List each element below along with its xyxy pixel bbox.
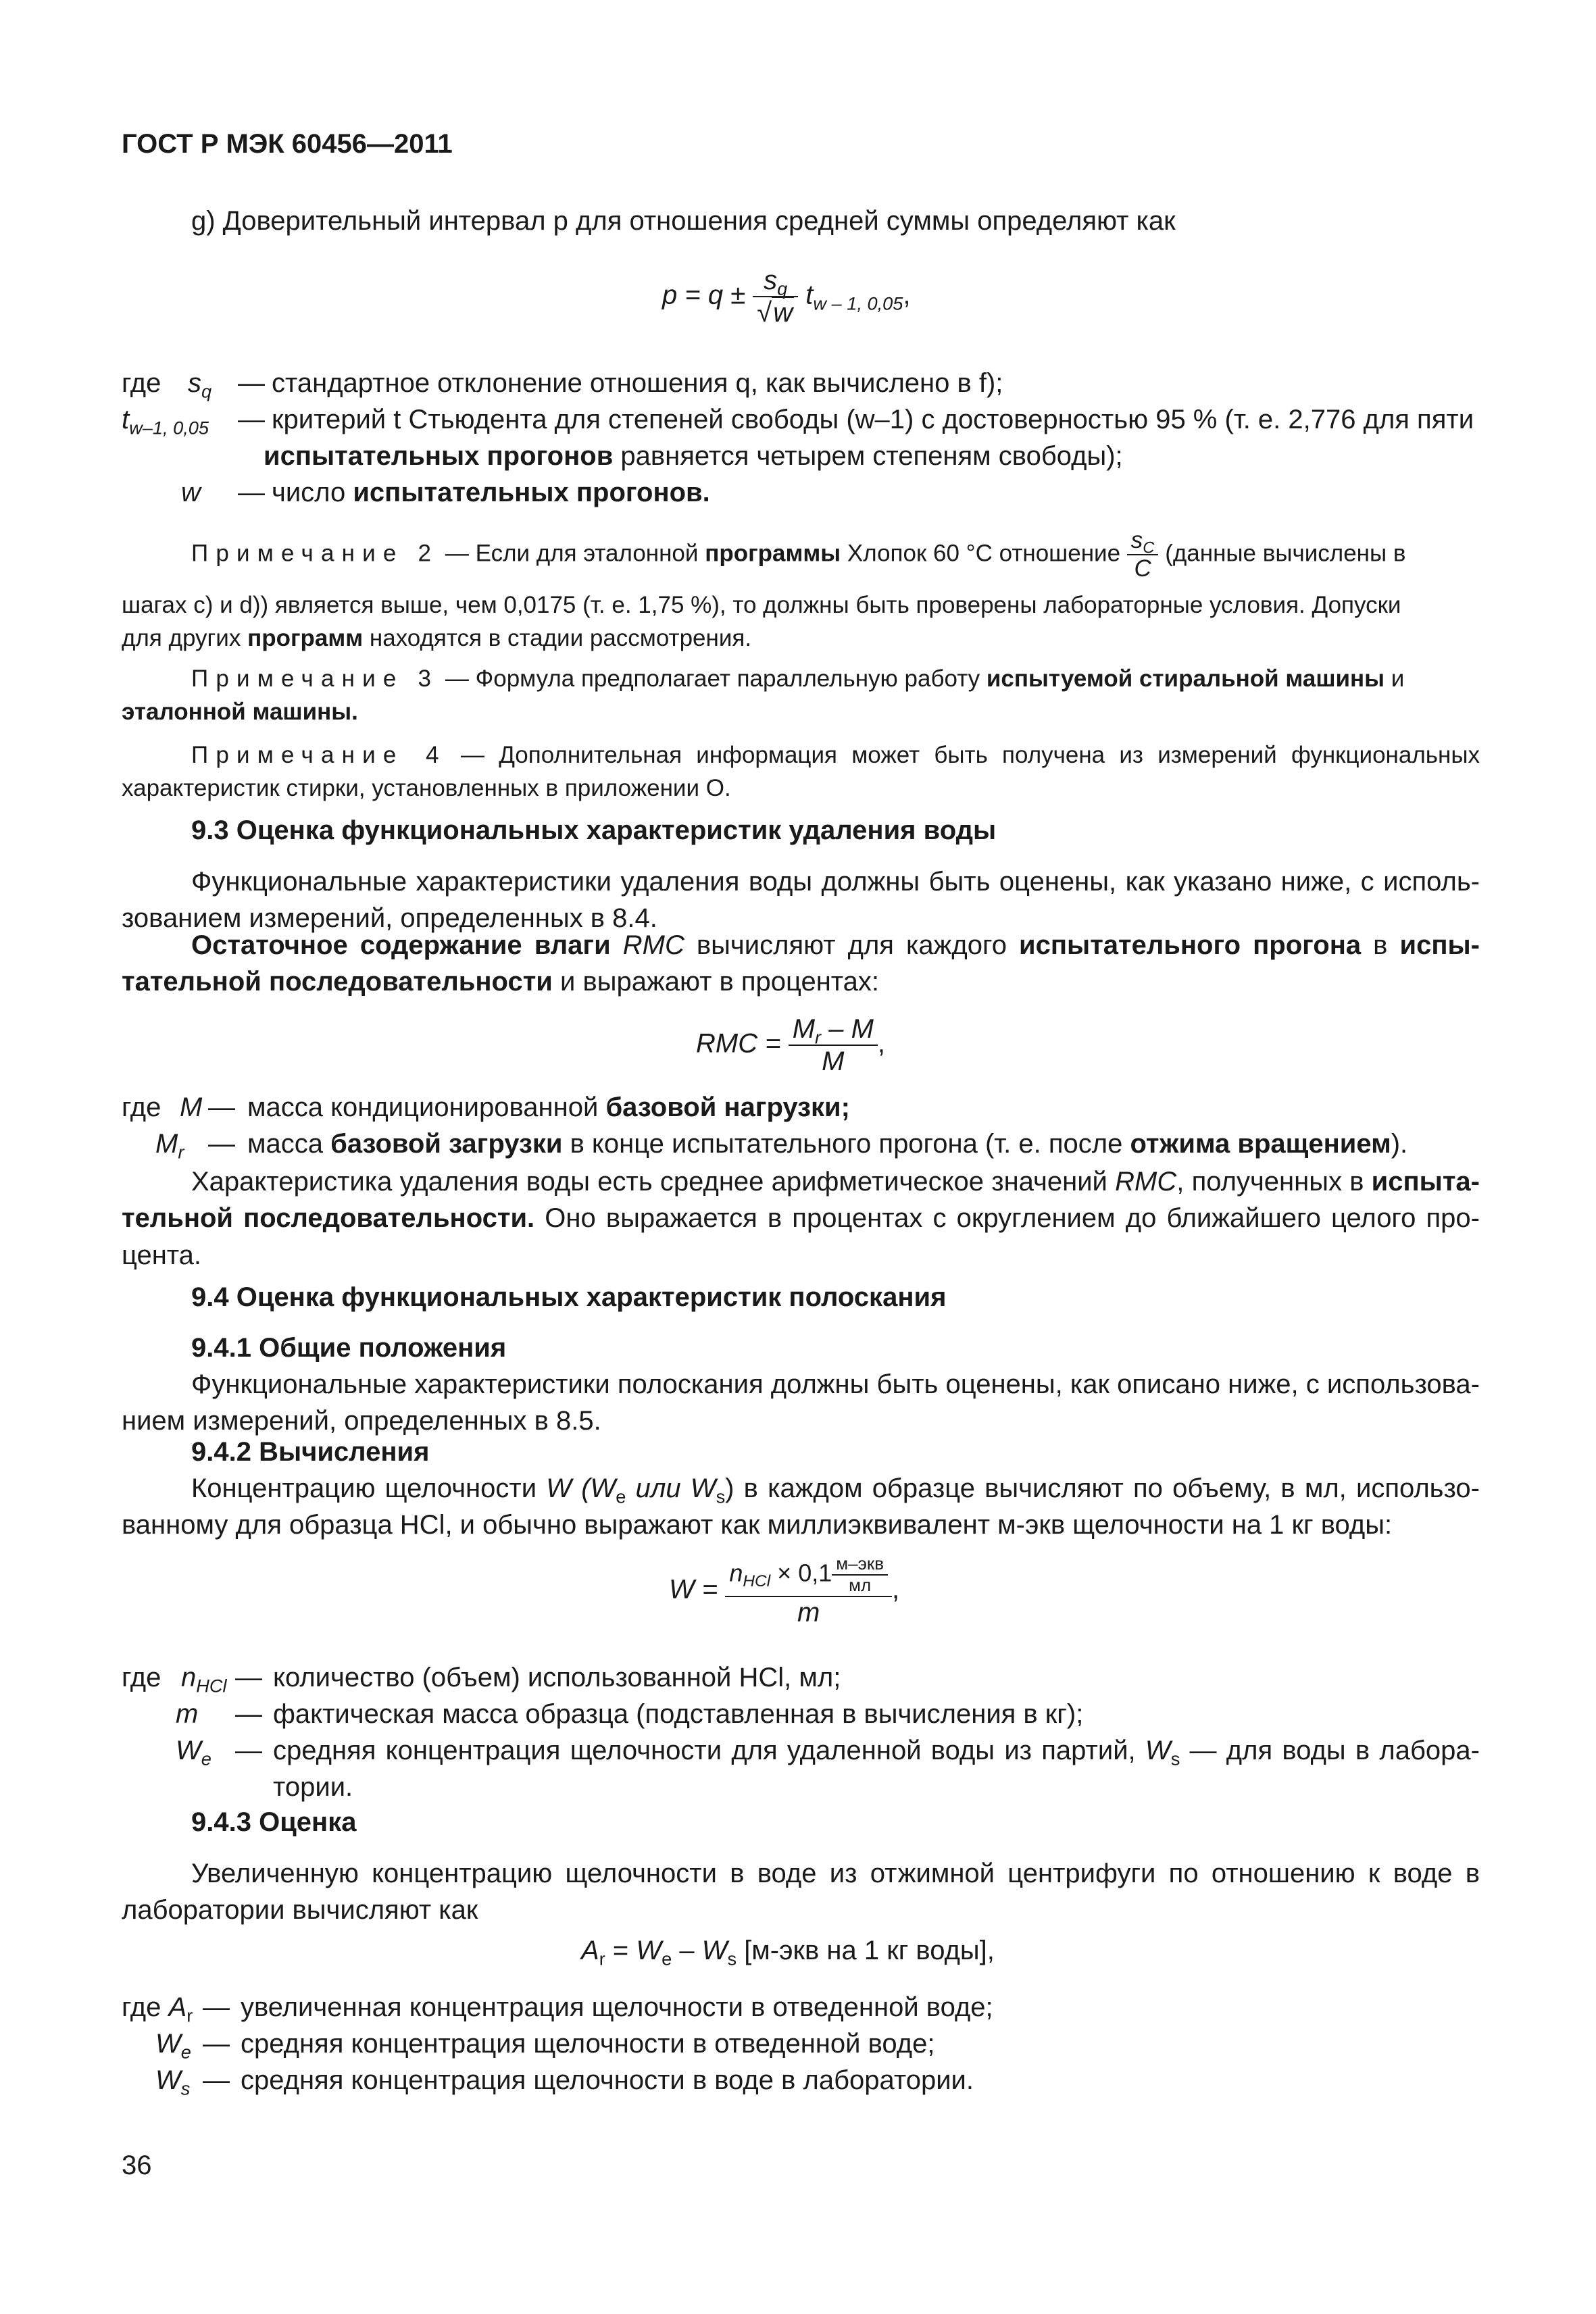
- definition-row: $W_e$ — средняя концентрация щелочности в отведенной воде;: [155, 2029, 935, 2063]
- definition-row: где $s_q$ — стандартное отклонение отношения q, как вычислено в f);: [122, 368, 1003, 402]
- section-9-4-2-heading: 9.4.2 Вычисления: [191, 1437, 430, 1467]
- section-9-4-3-heading: 9.4.3 Оценка: [191, 1807, 357, 1837]
- section-9-3-heading: 9.3 Оценка функциональных характеристик удаления воды: [191, 815, 997, 845]
- formula-lhs: p = q ±: [662, 280, 746, 310]
- formula-fraction: $\frac{s_q}{√w}$: [753, 265, 798, 328]
- definition-row: $W_s$ — средняя концентрация щелочности в воде в лаборатории.: [155, 2065, 974, 2099]
- page-number: 36: [122, 2150, 152, 2180]
- definition-row: m — фактическая масса образца (подставленная в вычисления в кг);: [176, 1699, 1084, 1729]
- note-2: Примечание 2 — Если для эталонной программы Хлопок 60 °С отношение $\frac{s_C}{C}$ (данные вычислены в шагах с) и d)) является выше, чем 0,0175 (т. е. 1,75 %), то должны быть проверены лабораторные условия. Допуски для других программ находятся в стадии рассмотрения.: [122, 527, 1406, 651]
- formula-increased-alkalinity: $A_r = W_e - W_s$ [м-экв на 1 кг воды],: [581, 1936, 995, 1969]
- section-9-4-heading: 9.4 Оценка функциональных характеристик полоскания: [191, 1282, 947, 1312]
- definition-row: где M — масса кондиционированной базовой нагрузки;: [122, 1092, 850, 1122]
- section-9-4-3-paragraph: Увеличенную концентрацию щелочности в воде из отжимной центрифуги по отношению к воде в лаборатории вычисляют как: [122, 1859, 1480, 1926]
- section-9-4-2-paragraph: Концентрацию щелочности W ($W_e$ или $W_s$) в каждом образце вычисляют по объему, в мл, использованному для образца HCl, и обычно выражают как миллиэквивалент м-экв щелочности на 1 кг воды:: [122, 1474, 1480, 1540]
- formula-alkalinity: W = $n_{HCl} \times 0,1$ $\frac{\text{м–экв}}{мл}$ m ,: [669, 1553, 900, 1628]
- section-9-4-3-definitions: [122, 1989, 1480, 2098]
- section-9-3-paragraph-2: Остаточное содержание влаги RMC вычисляют для каждого испытательного прогона в испытательной последовательности и выражают в процентах:: [122, 930, 1480, 997]
- document-header: ГОСТ Р МЭК 60456—2011: [122, 129, 453, 159]
- definition-row: w — число испытательных прогонов.: [181, 478, 710, 507]
- section-9-4-1-heading: 9.4.1 Общие положения: [191, 1333, 507, 1363]
- section-9-3-definitions: [122, 1089, 1480, 1162]
- section-9-3-paragraph-1: Функциональные характеристики удаления воды должны быть оценены, как указано ниже, с использованием измерений, определенных в 8.4.: [122, 867, 1480, 934]
- definition-row: $t_{w-1, 0,05}$ — критерий t Стьюдента для степеней свободы (w–1) с достоверностью 95 % (т. е. 2,776 для пяти: [122, 405, 1474, 438]
- definition-row: где $n_{HCl}$ — количество (объем) использованной HCl, мл;: [122, 1663, 841, 1696]
- note-4: Примечание 4 — Дополнительная информация может быть получена из измерений функциональных характеристик стирки, установленных в приложении О.: [122, 742, 1480, 801]
- section-9-4-2-definitions: [122, 1659, 1480, 1805]
- section-g-definitions: [122, 365, 1480, 511]
- section-9-3-paragraph-3: Характеристика удаления воды есть среднее арифметическое значений RMC, полученных в испытательной последовательности. Оно выражается в процентах с округлением до ближайшего целого процента.: [122, 1167, 1480, 1270]
- formula-confidence-interval: p = q ± $\frac{s_q}{√w}$ $t_{w - 1, 0,05}$,: [662, 266, 911, 328]
- section-9-4-1-paragraph: Функциональные характеристики полоскания должны быть оценены, как описано ниже, с использованием измерений, определенных в 8.5.: [122, 1369, 1480, 1436]
- definition-row: где $A_r$ — увеличенная концентрация щелочности в отведенной воде;: [122, 1992, 993, 2026]
- section-g-intro: g) Доверительный интервал p для отношения средней суммы определяют как: [191, 206, 1176, 236]
- definition-row: $W_e$ — средняя концентрация щелочности для удаленной воды из партий, $W_s$ — для воды в лаборатории.: [176, 1736, 1480, 1803]
- definition-row-continued: испытательных прогонов равняется четырем степеням свободы);: [264, 441, 1123, 471]
- definition-row: $M_r$ — масса базовой загрузки в конце испытательного прогона (т. е. после отжима вращением).: [155, 1129, 1408, 1163]
- formula-rmc: RMC = $\frac{M_r - M}{M}$ ,: [696, 1014, 886, 1076]
- note2-fraction: $\frac{s_C}{C}$: [1127, 527, 1159, 583]
- note-3: Примечание 3 — Формула предполагает параллельную работу испытуемой стиральной машины и эталонной машины.: [122, 665, 1405, 725]
